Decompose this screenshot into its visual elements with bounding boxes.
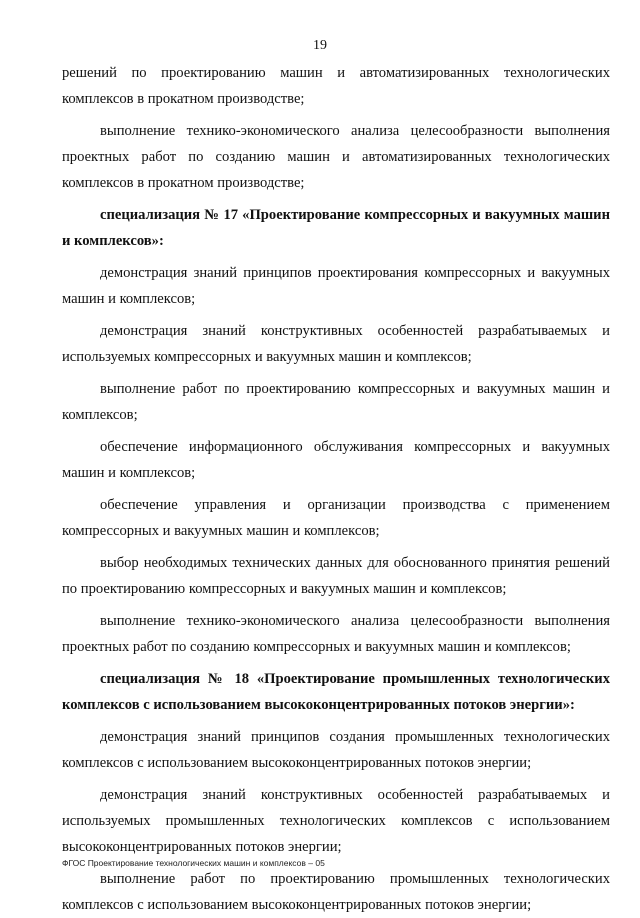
document-body: [62, 60, 610, 918]
body-paragraph: обеспечение информационного обслуживания компрессорных и вакуумных машин и комплексов;: [62, 439, 610, 481]
body-paragraph: выполнение технико-экономического анализа целесообразности выполнения проектных работ по созданию компрессорных и вакуумных машин и комплексов;: [62, 613, 610, 655]
body-paragraph: выполнение работ по проектированию компрессорных и вакуумных машин и комплексов;: [62, 381, 610, 423]
body-paragraph: обеспечение управления и организации производства с применением компрессорных и вакуумных машин и комплексов;: [62, 497, 610, 539]
body-paragraph: демонстрация знаний конструктивных особенностей разрабатываемых и используемых промышленных технологических комплексов с использованием высококонцентрированных потоков энергии;: [62, 787, 610, 855]
body-paragraph: демонстрация знаний конструктивных особенностей разрабатываемых и используемых компрессорных и вакуумных машин и комплексов;: [62, 323, 610, 365]
body-paragraph: выполнение работ по проектированию промышленных технологических комплексов с использованием высококонцентрированных потоков энергии;: [62, 871, 610, 913]
body-paragraph: демонстрация знаний принципов проектирования компрессорных и вакуумных машин и комплексов;: [62, 265, 610, 307]
body-paragraph: решений по проектированию машин и автоматизированных технологических комплексов в прокатном производстве;: [62, 65, 610, 107]
body-paragraph: демонстрация знаний принципов создания промышленных технологических комплексов с использованием высококонцентрированных потоков энергии;: [62, 729, 610, 771]
body-paragraph: выполнение технико-экономического анализа целесообразности выполнения проектных работ по созданию машин и автоматизированных технологических комплексов в прокатном производстве;: [62, 123, 610, 191]
section-heading: специализация № 18 «Проектирование промышленных технологических комплексов с использованием высококонцентрированных потоков энергии»:: [62, 671, 610, 713]
page-footer: ФГОС Проектирование технологических машин и комплексов – 05: [62, 858, 325, 868]
body-paragraph: выбор необходимых технических данных для обоснованного принятия решений по проектированию компрессорных и вакуумных машин и комплексов;: [62, 555, 610, 597]
section-heading: специализация № 17 «Проектирование компрессорных и вакуумных машин и комплексов»:: [62, 207, 610, 249]
page-number: 19: [313, 38, 327, 53]
